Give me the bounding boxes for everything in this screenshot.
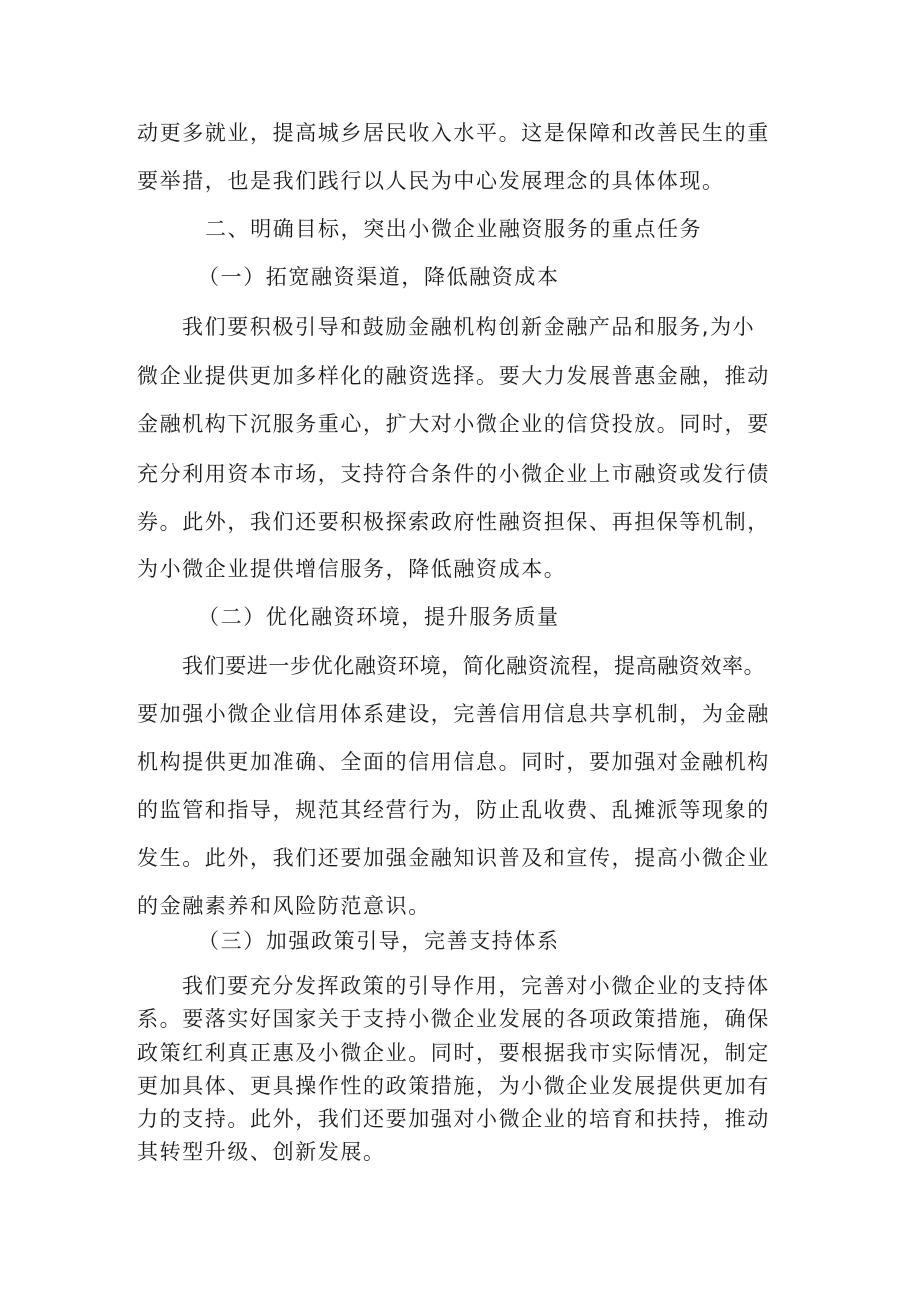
paragraph-2-line-3: 机构提供更加准确、全面的信用信息。同时，要加强对金融机构: [137, 750, 770, 774]
paragraph-2-line-5: 发生。此外，我们还要加强金融知识普及和宣传，提高小微企业: [137, 846, 770, 870]
paragraph-3-line-3: 政策红利真正惠及小微企业。同时，要根据我市实际情况，制定: [137, 1041, 770, 1065]
section-heading: 二、明确目标，突出小微企业融资服务的重点任务: [205, 217, 703, 241]
paragraph-1-line-1: 我们要积极引导和鼓励金融机构创新金融产品和服务,为小: [182, 315, 756, 339]
paragraph-2-line-1: 我们要进一步优化融资环境，简化融资流程，提高融资效率。: [182, 654, 766, 678]
paragraph-1-line-3: 金融机构下沉服务重心，扩大对小微企业的信贷投放。同时，要: [137, 412, 770, 436]
paragraph-1-line-4: 充分利用资本市场，支持符合条件的小微企业上市融资或发行债: [137, 462, 770, 486]
subheading-3: （三）加强政策引导，完善支持体系: [198, 929, 560, 953]
paragraph-2-line-2: 要加强小微企业信用体系建设，完善信用信息共享机制，为金融: [137, 702, 770, 726]
intro-line-1: 动更多就业，提高城乡居民收入水平。这是保障和改善民生的重: [137, 121, 770, 145]
paragraph-2-line-4: 的监管和指导，规范其经营行为，防止乱收费、乱摊派等现象的: [137, 798, 770, 822]
paragraph-1-line-6: 为小微企业提供增信服务，降低融资成本。: [137, 557, 567, 581]
paragraph-2-line-6: 的金融素养和风险防范意识。: [137, 894, 431, 918]
subheading-2: （二）优化融资环境，提升服务质量: [198, 605, 560, 629]
paragraph-3-line-1: 我们要充分发挥政策的引导作用，完善对小微企业的支持体: [182, 974, 770, 998]
paragraph-3-line-6: 其转型升级、创新发展。: [137, 1140, 386, 1164]
intro-line-2: 要举措，也是我们践行以人民为中心发展理念的具体体现。: [137, 169, 725, 193]
subheading-1: （一）拓宽融资渠道，降低融资成本: [198, 265, 560, 289]
paragraph-3-line-2: 系。要落实好国家关于支持小微企业发展的各项政策措施，确保: [137, 1007, 770, 1031]
paragraph-1-line-2: 微企业提供更加多样化的融资选择。要大力发展普惠金融，推动: [137, 364, 770, 388]
paragraph-1-line-5: 券。此外，我们还要积极探索政府性融资担保、再担保等机制，: [137, 510, 770, 534]
paragraph-3-line-4: 更加具体、更具操作性的政策措施，为小微企业发展提供更加有: [137, 1074, 770, 1098]
paragraph-3-line-5: 力的支持。此外，我们还要加强对小微企业的培育和扶持，推动: [137, 1107, 770, 1131]
